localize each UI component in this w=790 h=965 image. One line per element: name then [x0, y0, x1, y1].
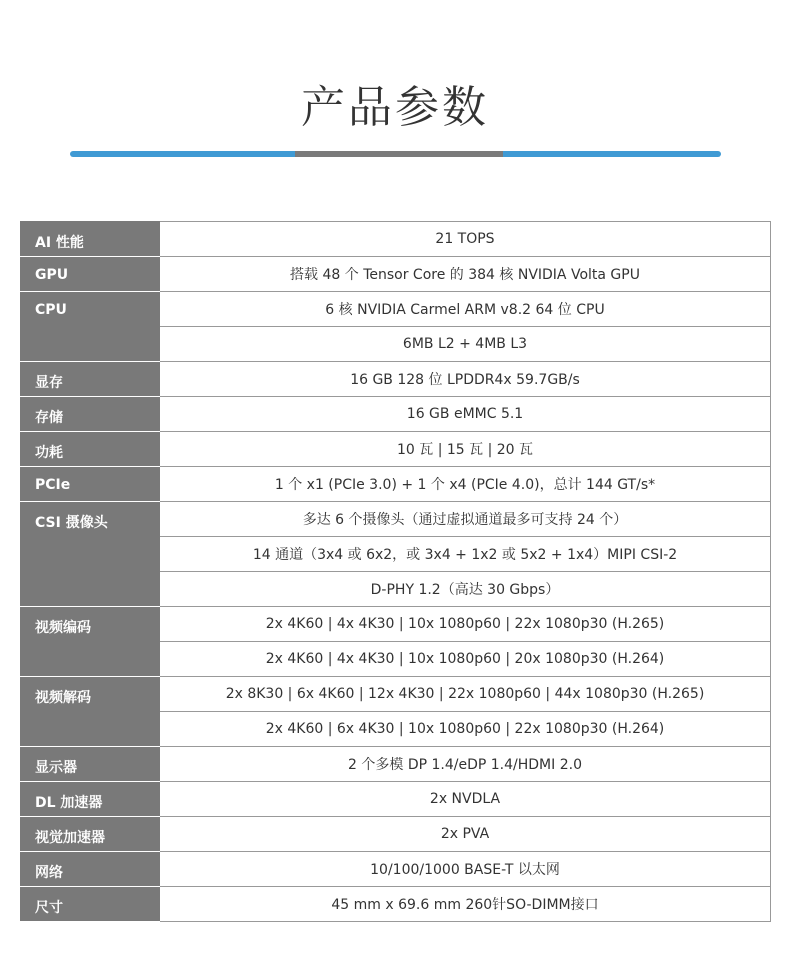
spec-value: 2x NVDLA [160, 782, 771, 817]
spec-label: CSI 摄像头 [21, 502, 160, 607]
spec-value: 2x 4K60 | 4x 4K30 | 10x 1080p60 | 20x 1080p30 (H.264) [160, 642, 771, 677]
underline-segment-right [503, 151, 721, 157]
spec-value: 2x 4K60 | 6x 4K30 | 10x 1080p60 | 22x 1080p30 (H.264) [160, 712, 771, 747]
table-row [21, 292, 771, 327]
spec-value: 2x 8K30 | 6x 4K60 | 12x 4K30 | 22x 1080p60 | 44x 1080p30 (H.265) [160, 677, 771, 712]
underline-segment-left [70, 151, 295, 157]
table-row [21, 747, 771, 782]
spec-value: 10/100/1000 BASE-T 以太网 [160, 852, 771, 887]
table-row [21, 887, 771, 922]
spec-value: 45 mm x 69.6 mm 260针SO-DIMM接口 [160, 887, 771, 922]
spec-value: 多达 6 个摄像头（通过虚拟通道最多可支持 24 个） [160, 502, 771, 537]
spec-label: CPU [21, 292, 160, 362]
table-row [21, 502, 771, 537]
spec-label: PCIe [21, 467, 160, 502]
table-row [21, 397, 771, 432]
table-row [21, 362, 771, 397]
table-row [21, 607, 771, 642]
table-row [21, 467, 771, 502]
spec-value: 搭载 48 个 Tensor Core 的 384 核 NVIDIA Volta GPU [160, 257, 771, 292]
spec-value: 6 核 NVIDIA Carmel ARM v8.2 64 位 CPU [160, 292, 771, 327]
spec-value: 1 个 x1 (PCIe 3.0) + 1 个 x4 (PCIe 4.0)，总计 144 GT/s* [160, 467, 771, 502]
spec-value: 14 通道（3x4 或 6x2，或 3x4 + 1x2 或 5x2 + 1x4）MIPI CSI-2 [160, 537, 771, 572]
spec-label: 视频编码 [21, 607, 160, 677]
spec-table [20, 221, 771, 922]
page-title: 产品参数 [301, 82, 489, 133]
title-underline [70, 151, 721, 157]
spec-value: 16 GB 128 位 LPDDR4x 59.7GB/s [160, 362, 771, 397]
spec-value: 16 GB eMMC 5.1 [160, 397, 771, 432]
spec-label: 尺寸 [21, 887, 160, 922]
table-row [21, 852, 771, 887]
underline-segment-middle [295, 151, 503, 157]
spec-value: 6MB L2 + 4MB L3 [160, 327, 771, 362]
spec-label: 显示器 [21, 747, 160, 782]
spec-label: 视频解码 [21, 677, 160, 747]
spec-value: 21 TOPS [160, 222, 771, 257]
spec-value: 10 瓦 | 15 瓦 | 20 瓦 [160, 432, 771, 467]
spec-label: DL 加速器 [21, 782, 160, 817]
table-row [21, 817, 771, 852]
spec-value: D-PHY 1.2（高达 30 Gbps） [160, 572, 771, 607]
spec-label: 显存 [21, 362, 160, 397]
spec-label: GPU [21, 257, 160, 292]
table-row [21, 222, 771, 257]
table-row [21, 257, 771, 292]
spec-label: AI 性能 [21, 222, 160, 257]
table-row [21, 432, 771, 467]
spec-label: 存储 [21, 397, 160, 432]
table-row [21, 677, 771, 712]
spec-label: 视觉加速器 [21, 817, 160, 852]
spec-value: 2x 4K60 | 4x 4K30 | 10x 1080p60 | 22x 1080p30 (H.265) [160, 607, 771, 642]
table-row [21, 782, 771, 817]
spec-value: 2x PVA [160, 817, 771, 852]
spec-value: 2 个多模 DP 1.4/eDP 1.4/HDMI 2.0 [160, 747, 771, 782]
spec-label: 功耗 [21, 432, 160, 467]
spec-table-body [21, 222, 771, 922]
spec-label: 网络 [21, 852, 160, 887]
